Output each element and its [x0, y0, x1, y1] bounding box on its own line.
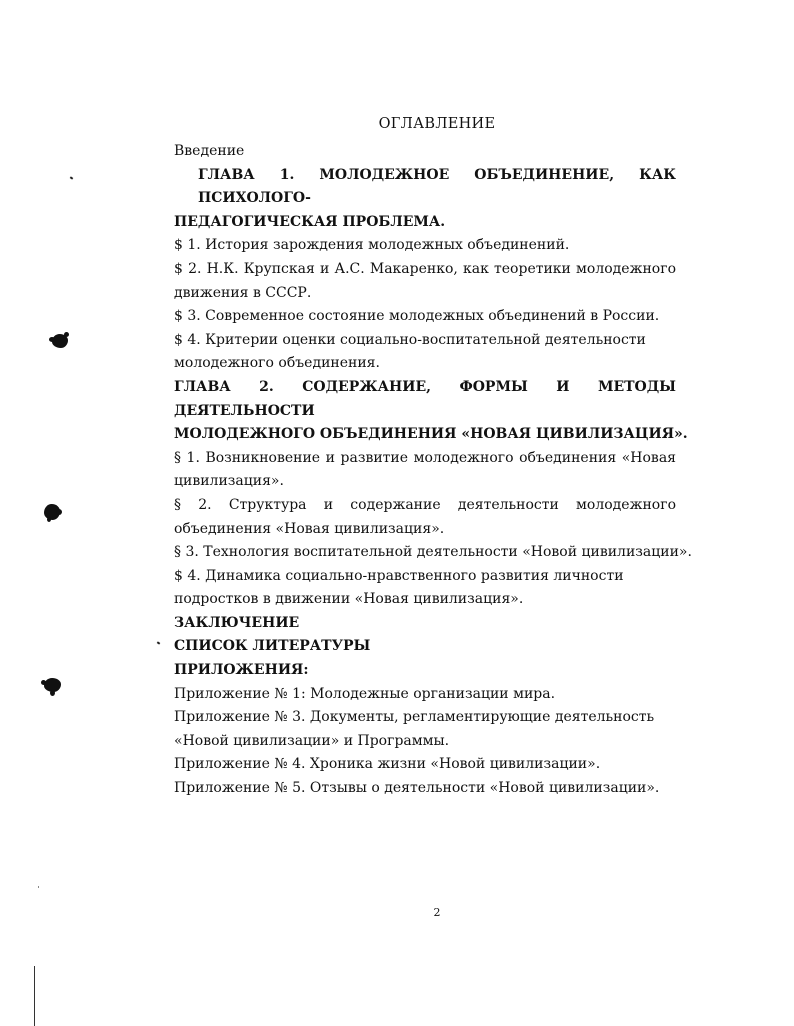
section-1-2-line-1: $ 2. Н.К. Крупская и А.С. Макаренко, как теоретики молодежного — [174, 260, 676, 277]
chapter-1-heading-line-2: ПЕДАГОГИЧЕСКАЯ ПРОБЛЕМА. — [174, 213, 446, 230]
section-2-4-line-2: подростков в движении «Новая цивилизация». — [174, 591, 524, 608]
section-2-1-line-2: цивилизация». — [174, 473, 284, 490]
chapter-1-heading-line-1: ГЛАВА 1. МОЛОДЕЖНОЕ ОБЪЕДИНЕНИЕ, КАК ПСИХОЛОГО- — [198, 166, 676, 207]
section-1-4-line-1: $ 4. Критерии оценки социально-воспитательной деятельности — [174, 331, 646, 348]
section-1-4-line-2: молодежного объединения. — [174, 355, 380, 372]
appendix-1: Приложение № 1: Молодежные организации мира. — [174, 685, 556, 702]
scan-speck — [38, 886, 39, 888]
bibliography-heading: СПИСОК ЛИТЕРАТУРЫ — [174, 638, 371, 655]
scan-edge-line — [34, 966, 35, 1026]
section-1-3: $ 3. Современное состояние молодежных объединений в России. — [174, 308, 660, 325]
appendix-3-line-1: Приложение № 3. Документы, регламентирующие деятельность — [174, 709, 655, 726]
appendix-4: Приложение № 4. Хроника жизни «Новой цивилизации». — [174, 756, 601, 773]
section-2-4-line-1: $ 4. Динамика социально-нравственного развития личности — [174, 567, 624, 584]
section-2-1-line-1: § 1. Возникновение и развитие молодежного объединения «Новая — [174, 449, 676, 466]
punch-hole-mark — [44, 678, 61, 692]
punch-hole-mark — [52, 334, 68, 348]
conclusion-heading: ЗАКЛЮЧЕНИЕ — [174, 614, 300, 631]
page-number: 2 — [433, 906, 441, 919]
toc-title: ОГЛАВЛЕНИЕ — [378, 116, 496, 132]
table-of-contents — [174, 140, 692, 801]
appendix-3-line-2: «Новой цивилизации» и Программы. — [174, 732, 450, 749]
section-2-3: § 3. Технология воспитательной деятельности «Новой цивилизации». — [174, 544, 692, 561]
chapter-2-heading-line-2: МОЛОДЕЖНОГО ОБЪЕДИНЕНИЯ «НОВАЯ ЦИВИЛИЗАЦИЯ». — [174, 426, 688, 443]
chapter-2-heading-line-1: ГЛАВА 2. СОДЕРЖАНИЕ, ФОРМЫ И МЕТОДЫ ДЕЯТЕЛЬНОСТИ — [174, 378, 676, 419]
scan-speck — [70, 176, 74, 179]
section-1-1: $ 1. История зарождения молодежных объединений. — [174, 237, 570, 254]
appendix-5: Приложение № 5. Отзывы о деятельности «Новой цивилизации». — [174, 780, 660, 797]
toc-intro: Введение — [174, 143, 245, 159]
section-1-2-line-2: движения в СССР. — [174, 284, 312, 301]
scan-speck — [157, 641, 161, 644]
section-2-2-line-1: § 2. Структура и содержание деятельности молодежного — [174, 496, 676, 513]
appendices-heading: ПРИЛОЖЕНИЯ: — [174, 662, 309, 679]
section-2-2-line-2: объединения «Новая цивилизация». — [174, 520, 445, 537]
punch-hole-mark — [44, 504, 60, 520]
